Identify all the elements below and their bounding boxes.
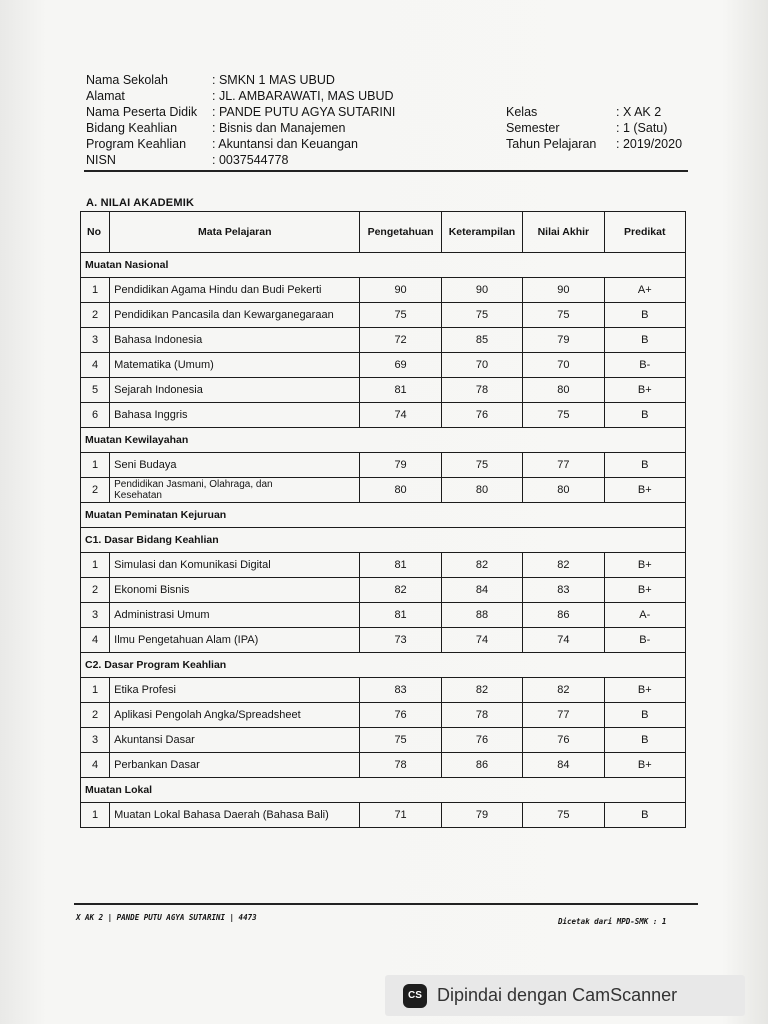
cell-final: 80 [523,478,604,503]
cell-no: 1 [81,803,110,828]
group-row [81,778,686,803]
cell-skill: 84 [441,578,522,603]
cell-subject: Seni Budaya [110,453,360,478]
camscanner-icon: CS [403,984,427,1008]
cell-final: 80 [523,378,604,403]
cell-knowledge: 80 [360,478,441,503]
footer-divider [74,903,698,905]
cell-no: 1 [81,278,110,303]
cell-skill: 76 [441,728,522,753]
cell-final: 84 [523,753,604,778]
table-header-row [81,212,686,253]
cell-skill: 86 [441,753,522,778]
info-row-program: Program Keahlian : Akuntansi dan Keuangan [86,137,358,151]
cell-skill: 74 [441,628,522,653]
cell-knowledge: 81 [360,603,441,628]
info-row-school: Nama Sekolah : SMKN 1 MAS UBUD [86,73,335,87]
table-row [81,678,686,703]
info-row-address: Alamat : JL. AMBARAWATI, MAS UBUD [86,89,394,103]
cell-no: 1 [81,553,110,578]
cell-subject: Simulasi dan Komunikasi Digital [110,553,360,578]
cell-knowledge: 71 [360,803,441,828]
cell-subject: Bahasa Inggris [110,403,360,428]
cell-skill: 90 [441,278,522,303]
cell-skill: 75 [441,303,522,328]
table-row [81,378,686,403]
group-row [81,528,686,553]
table-row [81,578,686,603]
cell-predicate: B [604,703,685,728]
cell-final: 75 [523,403,604,428]
table-row [81,328,686,353]
cell-predicate: B [604,303,685,328]
cell-subject: Ilmu Pengetahuan Alam (IPA) [110,628,360,653]
cell-knowledge: 90 [360,278,441,303]
group-row [81,428,686,453]
group-label-nasional: Muatan Nasional [81,253,686,278]
cell-final: 74 [523,628,604,653]
cell-predicate: B+ [604,478,685,503]
cell-knowledge: 83 [360,678,441,703]
cell-skill: 88 [441,603,522,628]
cell-no: 3 [81,728,110,753]
camscanner-watermark [385,975,745,1016]
cell-skill: 85 [441,328,522,353]
cell-final: 75 [523,803,604,828]
col-header-subject: Mata Pelajaran [110,212,360,253]
cell-predicate: B+ [604,753,685,778]
cell-knowledge: 69 [360,353,441,378]
cell-no: 4 [81,628,110,653]
grades-table [80,211,686,828]
table-row [81,553,686,578]
cell-subject: Pendidikan Pancasila dan Kewarganegaraan [110,303,360,328]
cell-skill: 78 [441,703,522,728]
cell-knowledge: 81 [360,378,441,403]
cell-subject: Aplikasi Pengolah Angka/Spreadsheet [110,703,360,728]
cell-predicate: B- [604,628,685,653]
cell-subject: Bahasa Indonesia [110,328,360,353]
cell-subject: Perbankan Dasar [110,753,360,778]
cell-final: 76 [523,728,604,753]
cell-knowledge: 79 [360,453,441,478]
info-row-nisn: NISN : 0037544778 [86,153,289,167]
cell-predicate: A+ [604,278,685,303]
cell-no: 3 [81,603,110,628]
cell-skill: 76 [441,403,522,428]
table-row [81,753,686,778]
footer-printed: Dicetak dari MPD-SMK : 1 [558,917,667,926]
cell-no: 5 [81,378,110,403]
table-row [81,403,686,428]
cell-predicate: B+ [604,553,685,578]
cell-knowledge: 75 [360,728,441,753]
table-row [81,278,686,303]
cell-no: 1 [81,453,110,478]
info-row-year: Tahun Pelajaran : 2019/2020 [506,137,683,151]
table-row [81,353,686,378]
col-header-skill: Keterampilan [441,212,522,253]
cell-predicate: B [604,728,685,753]
group-row [81,253,686,278]
cell-knowledge: 75 [360,303,441,328]
cell-subject: Sejarah Indonesia [110,378,360,403]
cell-skill: 82 [441,553,522,578]
subject-line-1: Pendidikan Jasmani, Olahraga, dan [114,479,273,490]
group-label-kewilayahan: Muatan Kewilayahan [81,428,686,453]
cell-subject [110,478,360,503]
cell-knowledge: 76 [360,703,441,728]
cell-knowledge: 81 [360,553,441,578]
cell-knowledge: 72 [360,328,441,353]
cell-final: 82 [523,678,604,703]
cell-predicate: B+ [604,578,685,603]
col-header-predicate: Predikat [604,212,685,253]
cell-subject: Etika Profesi [110,678,360,703]
col-header-no: No [81,212,110,253]
cell-skill: 80 [441,478,522,503]
info-row-semester: Semester : 1 (Satu) [506,121,668,135]
col-header-final: Nilai Akhir [523,212,604,253]
cell-subject: Muatan Lokal Bahasa Daerah (Bahasa Bali) [110,803,360,828]
cell-subject: Akuntansi Dasar [110,728,360,753]
cell-predicate: B [604,803,685,828]
cell-subject: Pendidikan Agama Hindu dan Budi Pekerti [110,278,360,303]
group-label-c2: C2. Dasar Program Keahlian [81,653,686,678]
cell-final: 70 [523,353,604,378]
footer-student: X AK 2 | PANDE PUTU AGYA SUTARINI | 4473 [76,913,257,922]
cell-no: 2 [81,303,110,328]
group-row [81,503,686,528]
section-title: A. NILAI AKADEMIK [86,197,195,209]
cell-no: 6 [81,403,110,428]
cell-no: 4 [81,353,110,378]
cell-skill: 70 [441,353,522,378]
cell-skill: 79 [441,803,522,828]
subject-line-2: Kesehatan [114,490,162,501]
cell-predicate: A- [604,603,685,628]
camscanner-text: Dipindai dengan CamScanner [437,985,678,1005]
cell-predicate: B [604,328,685,353]
table-row [81,303,686,328]
table-row [81,603,686,628]
info-row-class: Kelas : X AK 2 [506,105,662,119]
cell-final: 82 [523,553,604,578]
cell-subject: Administrasi Umum [110,603,360,628]
table-row [81,803,686,828]
table-row [81,728,686,753]
cell-skill: 75 [441,453,522,478]
cell-final: 90 [523,278,604,303]
cell-predicate: B+ [604,378,685,403]
info-row-student: Nama Peserta Didik : PANDE PUTU AGYA SUTARINI [86,105,396,119]
table-row [81,453,686,478]
cell-no: 1 [81,678,110,703]
cell-no: 3 [81,328,110,353]
cell-knowledge: 74 [360,403,441,428]
info-row-field: Bidang Keahlian : Bisnis dan Manajemen [86,121,346,135]
cell-no: 2 [81,478,110,503]
cell-no: 2 [81,703,110,728]
cell-final: 77 [523,703,604,728]
table-row [81,703,686,728]
cell-knowledge: 82 [360,578,441,603]
group-row [81,653,686,678]
class-info [506,104,682,152]
cell-final: 79 [523,328,604,353]
cell-final: 83 [523,578,604,603]
table-row [81,478,686,503]
group-label-lokal: Muatan Lokal [81,778,686,803]
cell-final: 77 [523,453,604,478]
header-divider [84,170,688,172]
cell-no: 4 [81,753,110,778]
cell-knowledge: 73 [360,628,441,653]
col-header-knowledge: Pengetahuan [360,212,441,253]
cell-subject: Ekonomi Bisnis [110,578,360,603]
student-info [86,72,395,168]
cell-final: 75 [523,303,604,328]
cell-knowledge: 78 [360,753,441,778]
cell-predicate: B+ [604,678,685,703]
table-row [81,628,686,653]
cell-skill: 78 [441,378,522,403]
cell-no: 2 [81,578,110,603]
cell-predicate: B [604,453,685,478]
group-label-peminatan: Muatan Peminatan Kejuruan [81,503,686,528]
cell-predicate: B- [604,353,685,378]
cell-skill: 82 [441,678,522,703]
cell-final: 86 [523,603,604,628]
cell-predicate: B [604,403,685,428]
group-label-c1: C1. Dasar Bidang Keahlian [81,528,686,553]
cell-subject: Matematika (Umum) [110,353,360,378]
